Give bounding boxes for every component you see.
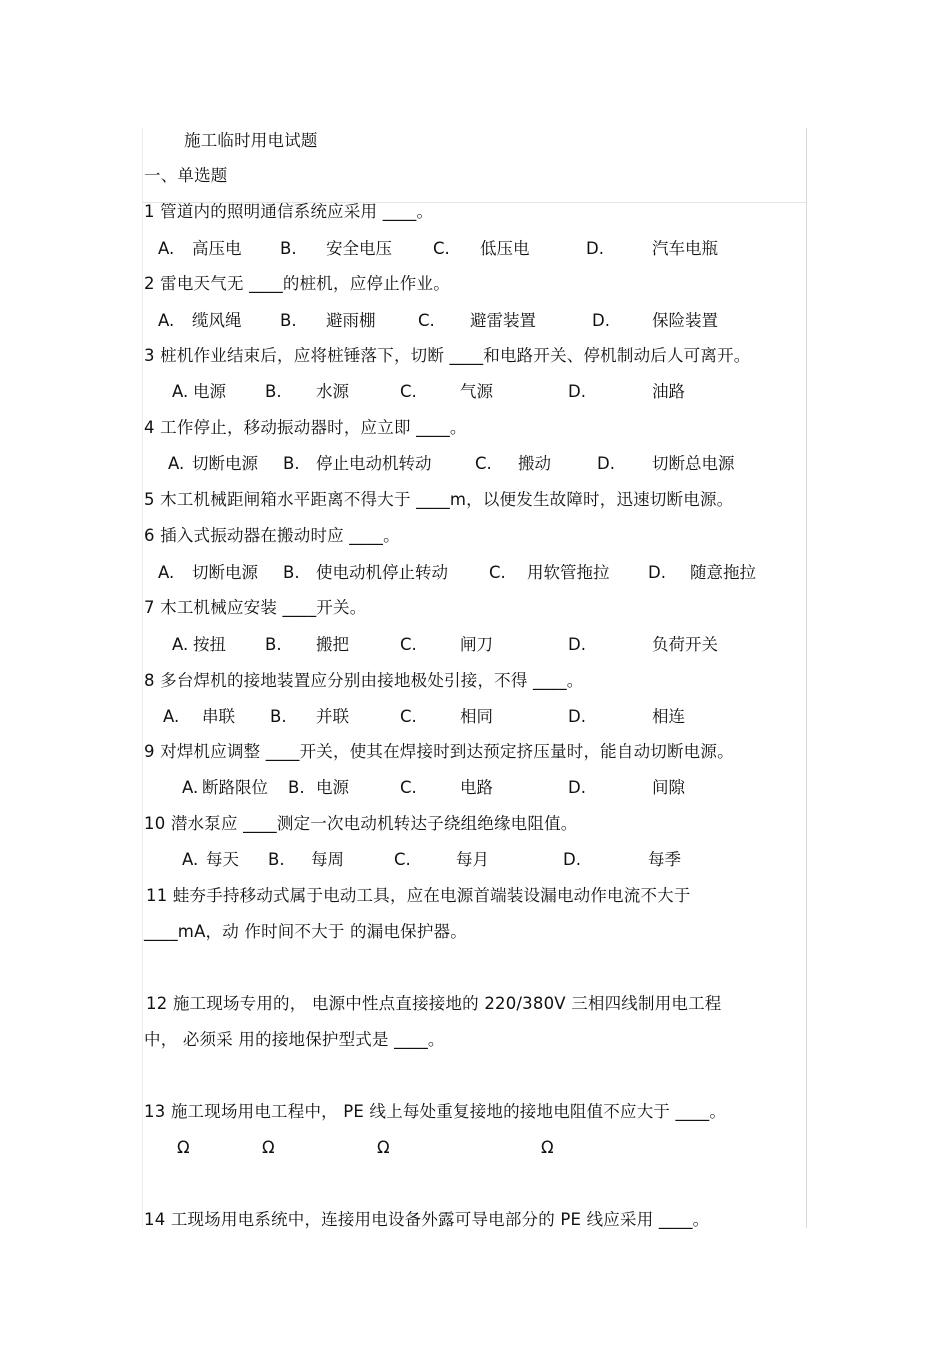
question-5: 5 木工机械距闸箱水平距离不得大于 ____m，以便发生故障时，迅速切断电源。 — [144, 490, 734, 509]
option-d-text: 随意拖拉 — [690, 563, 756, 582]
option-c-text: 电路 — [460, 778, 493, 797]
option-c-text: 用软管拖拉 — [527, 563, 610, 582]
option-b-text: 使电动机停止转动 — [316, 563, 448, 582]
option-c-label: C. — [489, 563, 506, 582]
option-b-text: 搬把 — [316, 635, 349, 654]
option-d-text: 间隙 — [652, 778, 685, 797]
option-a-label: A. — [182, 850, 199, 869]
option-d-label: D. — [592, 311, 610, 330]
question-6: 6 插入式振动器在搬动时应 ____。 — [144, 526, 400, 545]
question-8: 8 多台焊机的接地装置应分别由接地极处引接，不得 ____。 — [144, 671, 584, 690]
option-a-text: 电源 — [193, 382, 226, 401]
option-c-unit: Ω — [377, 1138, 390, 1157]
option-a-text: 按扭 — [193, 635, 226, 654]
option-d-unit: Ω — [541, 1138, 554, 1157]
option-b-label: B. — [265, 635, 282, 654]
option-d-label: D. — [568, 707, 586, 726]
option-a-label: A. — [172, 382, 189, 401]
option-c-text: 避雷装置 — [470, 311, 536, 330]
question-11-line-2: ____mA，动 作时间不大于 的漏电保护器。 — [144, 922, 467, 941]
option-b-text: 停止电动机转动 — [316, 454, 432, 473]
option-d-label: D. — [648, 563, 666, 582]
option-d-text: 切断总电源 — [652, 454, 735, 473]
option-c-label: C. — [475, 454, 492, 473]
option-d-label: D. — [568, 778, 586, 797]
option-b-text: 避雨棚 — [326, 311, 376, 330]
option-a-unit: Ω — [177, 1138, 190, 1157]
option-c-label: C. — [400, 382, 417, 401]
option-d-text: 每季 — [648, 850, 681, 869]
option-a-label: A. — [182, 778, 199, 797]
option-b-label: B. — [280, 239, 297, 258]
option-b-label: B. — [268, 850, 285, 869]
option-b-text: 并联 — [316, 707, 349, 726]
question-4: 4 工作停止，移动振动器时，应立即 ____。 — [144, 418, 467, 437]
option-a-text: 缆风绳 — [192, 311, 242, 330]
option-c-text: 每月 — [456, 850, 489, 869]
question-3: 3 桩机作业结束后，应将桩锤落下，切断 ____和电路开关、停机制动后人可离开。 — [144, 346, 751, 365]
document-title: 施工临时用电试题 — [184, 131, 318, 150]
option-a-text: 切断电源 — [192, 454, 258, 473]
option-c-label: C. — [400, 635, 417, 654]
option-b-label: B. — [283, 454, 300, 473]
question-13: 13 施工现场用电工程中， PE 线上每处重复接地的接地电阻值不应大于 ____。 — [144, 1102, 727, 1121]
option-d-text: 保险装置 — [652, 311, 718, 330]
option-c-label: C. — [433, 239, 450, 258]
question-9: 9 对焊机应调整 ____开关，使其在焊接时到达预定挤压量时，能自动切断电源。 — [144, 742, 734, 761]
option-d-text: 汽车电瓶 — [652, 239, 718, 258]
option-b-text: 安全电压 — [326, 239, 392, 258]
option-d-label: D. — [563, 850, 581, 869]
option-d-text: 相连 — [652, 707, 685, 726]
option-d-label: D. — [586, 239, 604, 258]
option-a-text: 高压电 — [192, 239, 242, 258]
question-7: 7 木工机械应安装 ____开关。 — [144, 598, 367, 617]
question-12-line-2: 中， 必须采 用的接地保护型式是 ____。 — [144, 1030, 445, 1049]
option-c-text: 气源 — [460, 382, 493, 401]
option-a-text: 切断电源 — [192, 563, 258, 582]
question-10: 10 潜水泵应 ____测定一次电动机转达子绕组绝缘电阻值。 — [144, 814, 578, 833]
option-a-label: A. — [168, 454, 185, 473]
option-d-label: D. — [568, 635, 586, 654]
option-d-text: 油路 — [652, 382, 685, 401]
option-b-text: 水源 — [316, 382, 349, 401]
option-c-label: C. — [400, 778, 417, 797]
option-b-label: B. — [283, 563, 300, 582]
option-b-label: B. — [265, 382, 282, 401]
option-b-label: B. — [288, 778, 305, 797]
question-2: 2 雷电天气无 ____的桩机，应停止作业。 — [144, 274, 450, 293]
page-border-left — [142, 128, 143, 1228]
question-11-line-1: 11 蛙夯手持移动式属于电动工具，应在电源首端装设漏电动作电流不大于 — [146, 886, 691, 905]
question-1: 1 管道内的照明通信系统应采用 ____。 — [144, 202, 434, 221]
option-a-label: A. — [158, 563, 175, 582]
option-b-text: 每周 — [311, 850, 344, 869]
option-c-text: 低压电 — [480, 239, 530, 258]
option-c-label: C. — [400, 707, 417, 726]
option-d-text: 负荷开关 — [652, 635, 718, 654]
option-a-label: A. — [172, 635, 189, 654]
option-a-text: 串联 — [202, 707, 235, 726]
option-a-label: A. — [158, 311, 175, 330]
page-border-right — [806, 128, 807, 1228]
option-b-label: B. — [280, 311, 297, 330]
option-b-text: 电源 — [316, 778, 349, 797]
option-c-label: C. — [418, 311, 435, 330]
option-b-label: B. — [270, 707, 287, 726]
option-a-text: 每天 — [206, 850, 239, 869]
option-c-text: 相同 — [460, 707, 493, 726]
option-a-text: 断路限位 — [202, 778, 268, 797]
option-c-label: C. — [394, 850, 411, 869]
option-c-text: 搬动 — [518, 454, 551, 473]
question-12-line-1: 12 施工现场专用的， 电源中性点直接接地的 220/380V 三相四线制用电工程 — [146, 994, 722, 1013]
section-heading: 一、单选题 — [144, 166, 228, 185]
option-a-label: A. — [163, 707, 180, 726]
question-14: 14 工现场用电系统中，连接用电设备外露可导电部分的 PE 线应采用 ____。 — [144, 1210, 710, 1229]
option-c-text: 闸刀 — [460, 635, 493, 654]
option-a-label: A. — [158, 239, 175, 258]
option-b-unit: Ω — [262, 1138, 275, 1157]
option-d-label: D. — [597, 454, 615, 473]
option-d-label: D. — [568, 382, 586, 401]
